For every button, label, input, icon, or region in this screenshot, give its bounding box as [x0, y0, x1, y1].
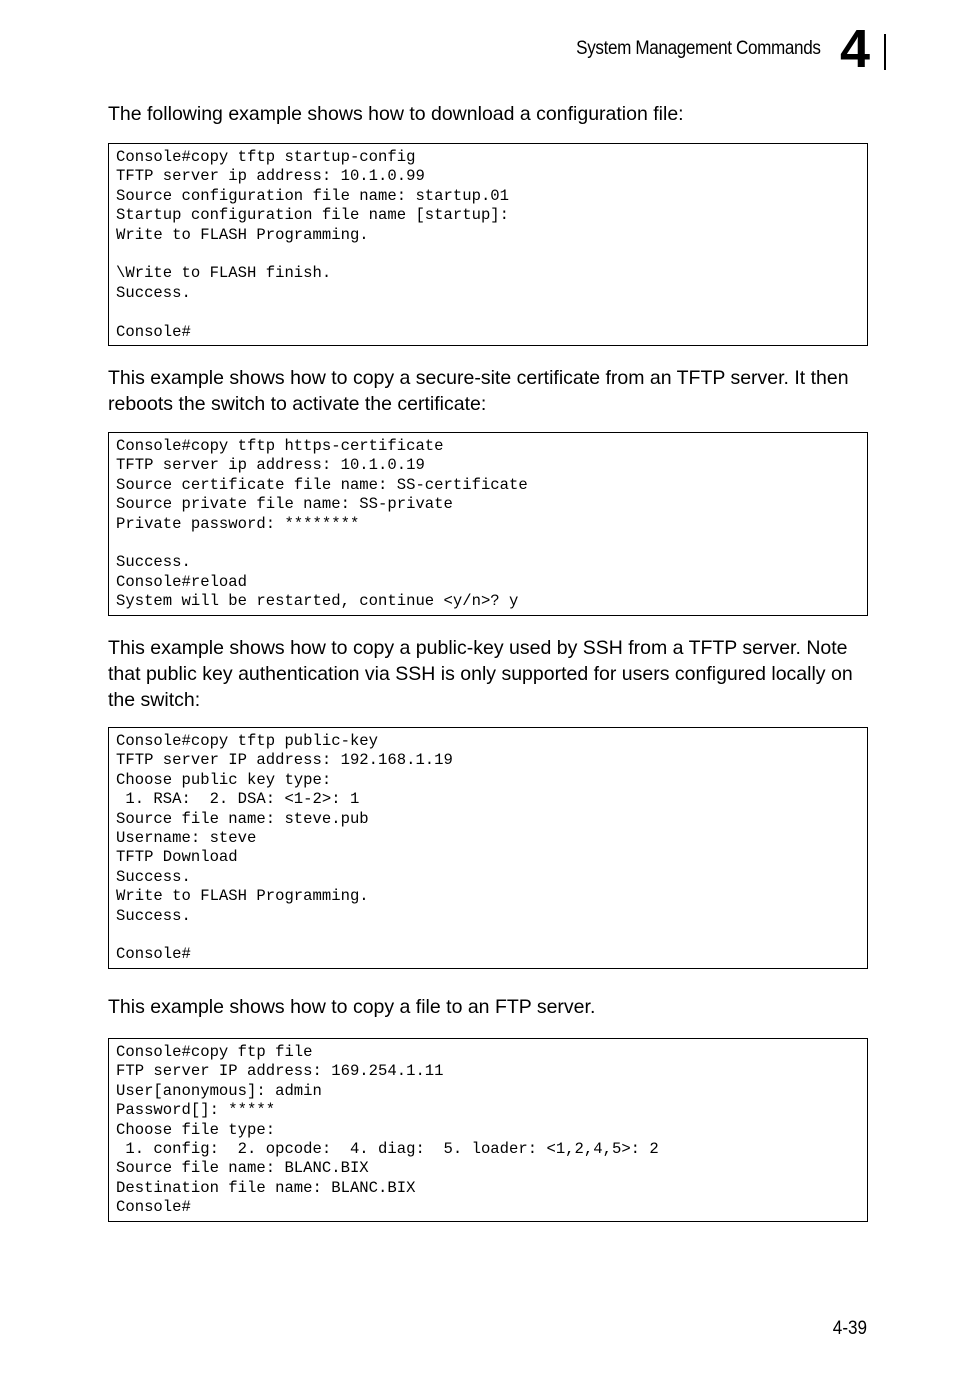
code-line: Success.	[116, 553, 191, 572]
paragraph-ftp-file: This example shows how to copy a file to an FTP server.	[108, 996, 596, 1018]
code-line: TFTP server ip address: 10.1.0.19	[116, 456, 425, 475]
page-number: 4-39	[832, 1318, 867, 1339]
code-line: Console#	[116, 322, 191, 341]
code-line: Destination file name: BLANC.BIX	[116, 1178, 416, 1197]
code-line: Write to FLASH Programming.	[116, 225, 369, 244]
code-line: Console#copy tftp startup-config	[116, 148, 416, 166]
code-line: \Write to FLASH finish.	[116, 264, 332, 283]
code-line: Source file name: BLANC.BIX	[116, 1159, 369, 1178]
chapter-marker-bar	[884, 34, 886, 70]
code-line: Source private file name: SS-private	[116, 495, 453, 514]
code-line: User[anonymous]: admin	[116, 1081, 322, 1100]
code-line: Console#	[116, 1198, 191, 1217]
code-line: Choose file type:	[116, 1120, 276, 1139]
code-block-download-config	[108, 143, 868, 346]
code-line: Success.	[116, 906, 191, 925]
code-line: Source configuration file name: startup.01	[116, 186, 510, 205]
code-line: FTP server IP address: 169.254.1.11	[116, 1062, 444, 1081]
code-line: Choose public key type:	[116, 770, 332, 789]
code-line: Success.	[116, 283, 191, 302]
code-block-https-certificate	[108, 432, 868, 616]
code-line: TFTP server IP address: 192.168.1.19	[116, 751, 453, 770]
code-line	[116, 926, 860, 945]
code-line: Console#reload	[116, 572, 248, 591]
code-line: TFTP Download	[116, 848, 238, 867]
code-line: Private password: ********	[116, 514, 360, 533]
code-line: Startup configuration file name [startup]:	[116, 206, 510, 225]
code-line: Console#copy tftp public-key	[116, 732, 379, 750]
code-block-public-key	[108, 727, 868, 969]
code-line: Console#copy ftp file	[116, 1043, 313, 1061]
code-line: 1. config: 2. opcode: 4. diag: 5. loader: <1,2,4,5>: 2	[116, 1139, 659, 1158]
code-line: System will be restarted, continue <y/n>? y	[116, 592, 519, 611]
code-line: TFTP server ip address: 10.1.0.99	[116, 167, 425, 186]
code-line: Write to FLASH Programming.	[116, 887, 369, 906]
code-line: Console#copy tftp https-certificate	[116, 437, 444, 455]
code-line: Source certificate file name: SS-certificate	[116, 475, 528, 494]
code-line	[116, 245, 860, 264]
code-line: Password[]: *****	[116, 1101, 276, 1120]
code-line: Console#	[116, 945, 191, 964]
code-line	[116, 303, 860, 322]
paragraph-https-certificate: This example shows how to copy a secure-site certificate from an TFTP server. It then reboots the switch to activate the certificate:	[108, 367, 849, 415]
paragraph-public-key: This example shows how to copy a public-key used by SSH from a TFTP server. Note that public key authentication via SSH is only supported for users configured locally on the switch:	[108, 637, 853, 711]
header-title: System Management Commands	[576, 38, 821, 59]
code-line: Username: steve	[116, 828, 257, 847]
code-line	[116, 534, 860, 553]
code-line: 1. RSA: 2. DSA: <1-2>: 1	[116, 790, 360, 809]
code-line: Success.	[116, 867, 191, 886]
code-block-ftp-file	[108, 1038, 868, 1222]
paragraph-download-config: The following example shows how to download a configuration file:	[108, 103, 684, 125]
chapter-number: 4	[840, 19, 871, 79]
code-line: Source file name: steve.pub	[116, 809, 369, 828]
